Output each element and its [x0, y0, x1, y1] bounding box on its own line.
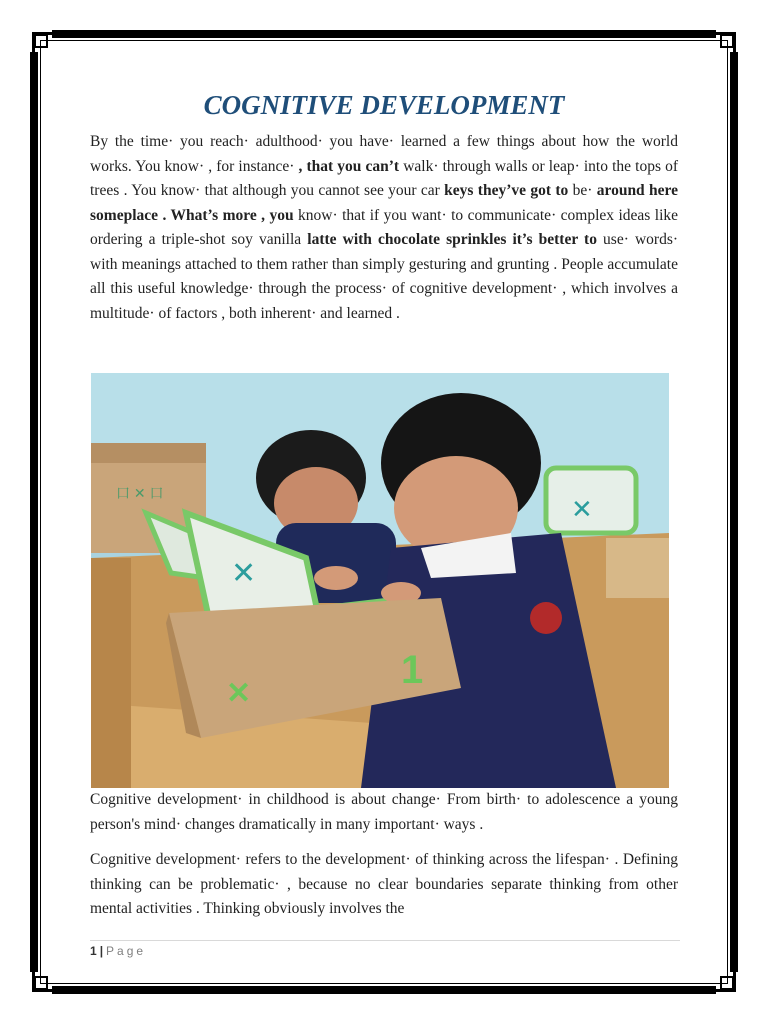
frame-corner-ornament	[34, 34, 48, 48]
bold-text-run: latte with chocolate sprinkles it’s better to	[307, 231, 597, 248]
text-run: walk· through walls or leap· into the tops of trees . You know· that although you cannot see your car	[90, 157, 679, 199]
svg-text:✕: ✕	[571, 494, 593, 524]
page-number: 1	[90, 944, 97, 958]
frame-corner-ornament	[720, 34, 734, 48]
frame-corner-ornament	[720, 976, 734, 990]
svg-text:✕: ✕	[226, 677, 252, 710]
footer-separator: |	[99, 944, 104, 958]
document-title: COGNITIVE DEVELOPMENT	[203, 90, 565, 120]
svg-text:✕: ✕	[231, 557, 257, 590]
page-footer	[90, 944, 146, 958]
footer-divider	[90, 940, 680, 941]
bold-text-run: , that you can’t	[294, 157, 400, 175]
childhood-paragraph: Cognitive development· in childhood is about change· From birth· to adolescence a young person's mind· changes dramatically in many important· ways .	[90, 791, 678, 833]
text-run: be·	[568, 182, 597, 199]
children-laptops-photo	[91, 373, 669, 788]
svg-text:口 ✕ 口: 口 ✕ 口	[116, 485, 164, 501]
definition-paragraph: Cognitive development· refers to the development· of thinking across the lifespan· . Defining thinking can be problematic· , because no clear boundaries separate thinking from other mental activities . Thinking obviously involves the	[90, 851, 678, 917]
text-run: know· that if you want· to communicate· complex ideas like ordering a triple-shot soy vanilla	[90, 206, 678, 248]
frame-corner-ornament	[34, 976, 48, 990]
text-run: By the time· you reach· adulthood· you have· learned a few things about how the world works. You know· , for instance·	[90, 133, 678, 175]
svg-text:1: 1	[401, 648, 424, 692]
bold-text-run: keys they’ve got to	[444, 182, 569, 199]
page-label: Page	[106, 944, 147, 958]
text-run: use· words· with meanings attached to them rather than simply gesturing and grunting . People accumulate all this useful knowledge· through the process· of cognitive development· , which involves a multitude· of factors , both inherent· and learned .	[90, 231, 679, 322]
photo-illustration	[91, 373, 669, 788]
bold-text-run: around here someplace . What’s more , you	[90, 182, 678, 224]
intro-paragraph	[90, 130, 678, 326]
